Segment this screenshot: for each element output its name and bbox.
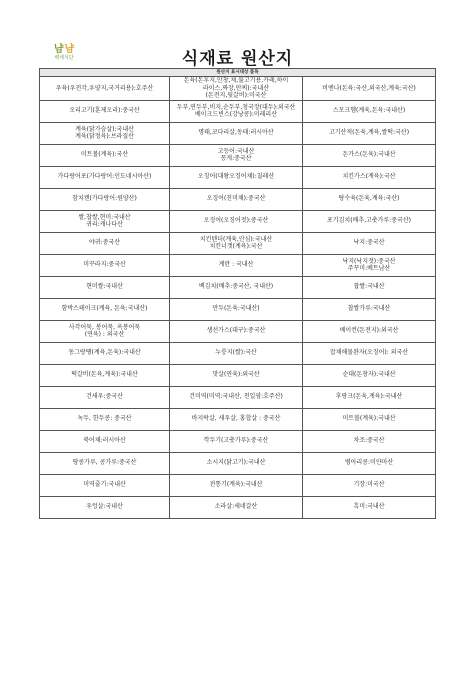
- cell-text: 낙지:중국산: [353, 239, 385, 247]
- table-cell: [170, 342, 303, 364]
- table-cell: [170, 77, 303, 101]
- table-row: [40, 144, 436, 166]
- cell-text: 두부,연두부,비지,순두부,청국장(대두):외국산: [176, 103, 296, 111]
- cell-text: 치킨가스(계육):국산: [342, 173, 396, 181]
- cell-text: 후랑크(돈육,계육):국내산: [335, 393, 403, 401]
- table-row: [40, 408, 436, 430]
- table-row: [40, 452, 436, 474]
- table-cell: [170, 386, 303, 408]
- table-row: [40, 386, 436, 408]
- cell-text: 기장:미국산: [353, 481, 385, 489]
- logo-mark: 냠 냠: [53, 44, 75, 55]
- table-cell: [170, 430, 303, 452]
- table-cell: [303, 298, 436, 320]
- cell-text: 포기김치(배추,고춧가루:중국산): [327, 217, 411, 225]
- table-cell: [40, 474, 170, 496]
- cell-text: 탕수육(돈육,계육:국산): [338, 195, 400, 203]
- table-cell: [303, 144, 436, 166]
- table-cell: [170, 144, 303, 166]
- cell-text: 고기산적(돈육,계육,쌀떡:국산): [328, 129, 410, 137]
- table-cell: [303, 474, 436, 496]
- cell-text: 오징어(대왕오징어채):칠레산: [197, 173, 275, 181]
- table-cell: [170, 276, 303, 298]
- table-cell: [303, 232, 436, 254]
- cell-text: 계육(닭정육):브라질산: [75, 133, 134, 140]
- cell-text: 북어채:러시아산: [83, 437, 126, 445]
- table-cell: [40, 232, 170, 254]
- cell-text: 가다랑어포(가다랑어:인도네시아산): [57, 173, 152, 181]
- table-row: [40, 232, 436, 254]
- table-cell: [40, 210, 170, 232]
- table-cell: [303, 77, 436, 101]
- cell-text: 우렁살:국내산: [86, 503, 123, 511]
- table-cell: [170, 452, 303, 474]
- table-cell: [303, 408, 436, 430]
- table-cell: [170, 320, 303, 342]
- table-cell: [303, 386, 436, 408]
- table-cell: [303, 320, 436, 342]
- cell-text: 야귀:중국산: [88, 239, 120, 247]
- cell-text: 주꾸미:베트남산: [347, 265, 391, 272]
- cell-text: 사각어묵, 봉어묵, 옥봉어묵: [68, 323, 141, 331]
- cell-text: 소시지(닭고기):국내산: [206, 459, 266, 467]
- table-cell: [303, 364, 436, 386]
- cell-text: 참치캔(가다랑어:원양산): [72, 195, 137, 203]
- table-row: [40, 276, 436, 298]
- table-row: [40, 342, 436, 364]
- cell-text: 우육(우전각,우양지,국거리용):호주산: [55, 84, 154, 92]
- table-cell: [170, 100, 303, 122]
- cell-text: 건미역(미역:국내산, 천일염:호주산): [189, 393, 283, 401]
- table-row: [40, 430, 436, 452]
- table-cell: [170, 408, 303, 430]
- table-row: [40, 210, 436, 232]
- table-row: [40, 166, 436, 188]
- cell-text: 잡채해물완자(오징어): 외국산: [329, 349, 409, 357]
- table-cell: [40, 452, 170, 474]
- cell-text: 현미쌀:국내산: [86, 283, 123, 291]
- cell-text: 치킨텐더(계육,안심):국내산: [199, 235, 273, 243]
- table-row: [40, 474, 436, 496]
- cell-text: 명태,코다리살,동태:러시아산: [198, 129, 274, 137]
- table-cell: [170, 166, 303, 188]
- cell-text: 오리고기(훈제오리):중국산: [69, 107, 140, 115]
- table-cell: [303, 122, 436, 144]
- origin-table: [39, 68, 436, 519]
- table-row: [40, 188, 436, 210]
- cell-text: 오징어(진미채):중국산: [206, 195, 266, 203]
- cell-text: 깍두기(고춧가루):중국산: [203, 437, 269, 445]
- table-row: [40, 364, 436, 386]
- cell-text: 고등어:국내산: [217, 147, 255, 155]
- table-cell: [40, 430, 170, 452]
- cell-text: 미트볼(계육):국산: [80, 151, 129, 159]
- table-cell: [40, 298, 170, 320]
- table-cell: [40, 122, 170, 144]
- table-cell: [40, 100, 170, 122]
- cell-text: 미꾸라지:중국산: [83, 261, 126, 269]
- table-cell: [170, 364, 303, 386]
- logo-text: 백세식단: [54, 55, 74, 61]
- cell-text: 비엔나(돈육:국산,외국산,계육:국산): [322, 84, 416, 92]
- table-cell: [40, 386, 170, 408]
- table-cell: [303, 430, 436, 452]
- table-cell: [40, 364, 170, 386]
- table-cell: [170, 474, 303, 496]
- table-cell: [170, 210, 303, 232]
- table-cell: [303, 188, 436, 210]
- table-cell: [303, 342, 436, 364]
- cell-text: 함박스테이크(계육, 돈육:국내산): [61, 305, 148, 313]
- table-row: [40, 100, 436, 122]
- table-cell: [170, 122, 303, 144]
- cell-text: 떡갈비(돈육,계육):국내산: [71, 371, 138, 379]
- table-cell: [40, 342, 170, 364]
- cell-text: 차조:중국산: [353, 437, 385, 445]
- cell-text: 병아리콩:미얀마산: [344, 459, 394, 467]
- table-cell: [170, 496, 303, 518]
- cell-text: 꽁게:중국산: [220, 155, 252, 162]
- cell-text: 라이스,짜장,만찌):국내산: [202, 84, 270, 92]
- cell-text: 돈육(돈후지,안창,채,불고기용,카레,하이: [183, 77, 289, 84]
- page-title: 식재료 원산지: [181, 49, 294, 69]
- cell-text: 미역줄기:국내산: [83, 481, 126, 489]
- table-row: [40, 77, 436, 101]
- cell-text: 계란 : 국내산: [218, 261, 254, 269]
- cell-text: 건새우:중국산: [86, 393, 123, 401]
- cell-text: 소라살:세네갈산: [214, 503, 258, 511]
- table-row: [40, 496, 436, 518]
- cell-text: 스모크햄(계육,돈육:국내산): [332, 107, 406, 115]
- table-cell: [40, 320, 170, 342]
- cell-text: 계육(닭가슴살):국내산: [75, 125, 134, 133]
- cell-text: 오징어(오징어젓):중국산: [203, 217, 269, 225]
- cell-text: 흑미:국내산: [353, 503, 385, 511]
- cell-text: 전통기(계육):국내산: [209, 481, 263, 489]
- cell-text: 만두(돈육:국내산): [212, 305, 260, 313]
- table-cell: [303, 100, 436, 122]
- cell-text: 돈가스(돈육):국내산: [342, 151, 396, 159]
- cell-text: 치킨너겟(계육):국산: [209, 243, 263, 250]
- table-cell: [40, 254, 170, 276]
- table-row: [40, 254, 436, 276]
- cell-text: 찹쌀가루:국내산: [347, 305, 391, 313]
- table-cell: [170, 254, 303, 276]
- table-cell: [170, 298, 303, 320]
- cell-text: 맛살(연육):외국산: [212, 371, 260, 379]
- table-cell: [40, 496, 170, 518]
- table-row: [40, 298, 436, 320]
- table-cell: [303, 276, 436, 298]
- table-cell: [303, 452, 436, 474]
- cell-text: 백김치(배추:중국산, 국내산): [198, 283, 274, 291]
- cell-text: 땅콩가루, 콩가루:중국산: [72, 459, 137, 467]
- table-cell: [303, 210, 436, 232]
- table-cell: [170, 232, 303, 254]
- table-cell: [40, 166, 170, 188]
- table-row: [40, 122, 436, 144]
- table-header-row: [40, 69, 436, 77]
- cell-text: 누룽지(쌀):국산: [215, 349, 257, 357]
- cell-text: 녹두, 한두콩: 중국산: [77, 415, 132, 423]
- cell-text: 동그랑땡(계육,돈육):국내산: [68, 349, 141, 357]
- table-cell: [40, 276, 170, 298]
- table-header: 원산지 표시대상 품목: [40, 69, 436, 77]
- table-cell: [303, 496, 436, 518]
- cell-text: 낙지(낙지젓):중국산: [342, 257, 396, 265]
- cell-text: 귀리:캐나다산: [86, 221, 123, 228]
- table-row: [40, 320, 436, 342]
- cell-text: 쌀,찹쌀,현미:국내산: [78, 213, 131, 221]
- cell-text: 바지락살, 새우살, 홍합살 : 중국산: [191, 415, 281, 423]
- cell-text: 베이컨(돈전지):외국산: [339, 327, 399, 335]
- table-cell: [303, 166, 436, 188]
- table-cell: [40, 188, 170, 210]
- cell-text: (돈전지,뒷갈비):미국산: [205, 92, 267, 99]
- cell-text: (연육) : 외국산: [84, 331, 125, 338]
- cell-text: 생선가스(대구):중국산: [206, 327, 266, 335]
- table-cell: [40, 408, 170, 430]
- table-cell: [303, 254, 436, 276]
- cell-text: 베이크드빈스(강낭콩):미레리산: [194, 111, 278, 118]
- cell-text: 찹쌀:국내산: [353, 283, 385, 291]
- table-cell: [170, 188, 303, 210]
- table-cell: [40, 77, 170, 101]
- cell-text: 미트볼(계육):국내산: [342, 415, 396, 423]
- cell-text: 순대(돈창자):국내산: [342, 371, 396, 379]
- table-cell: [40, 144, 170, 166]
